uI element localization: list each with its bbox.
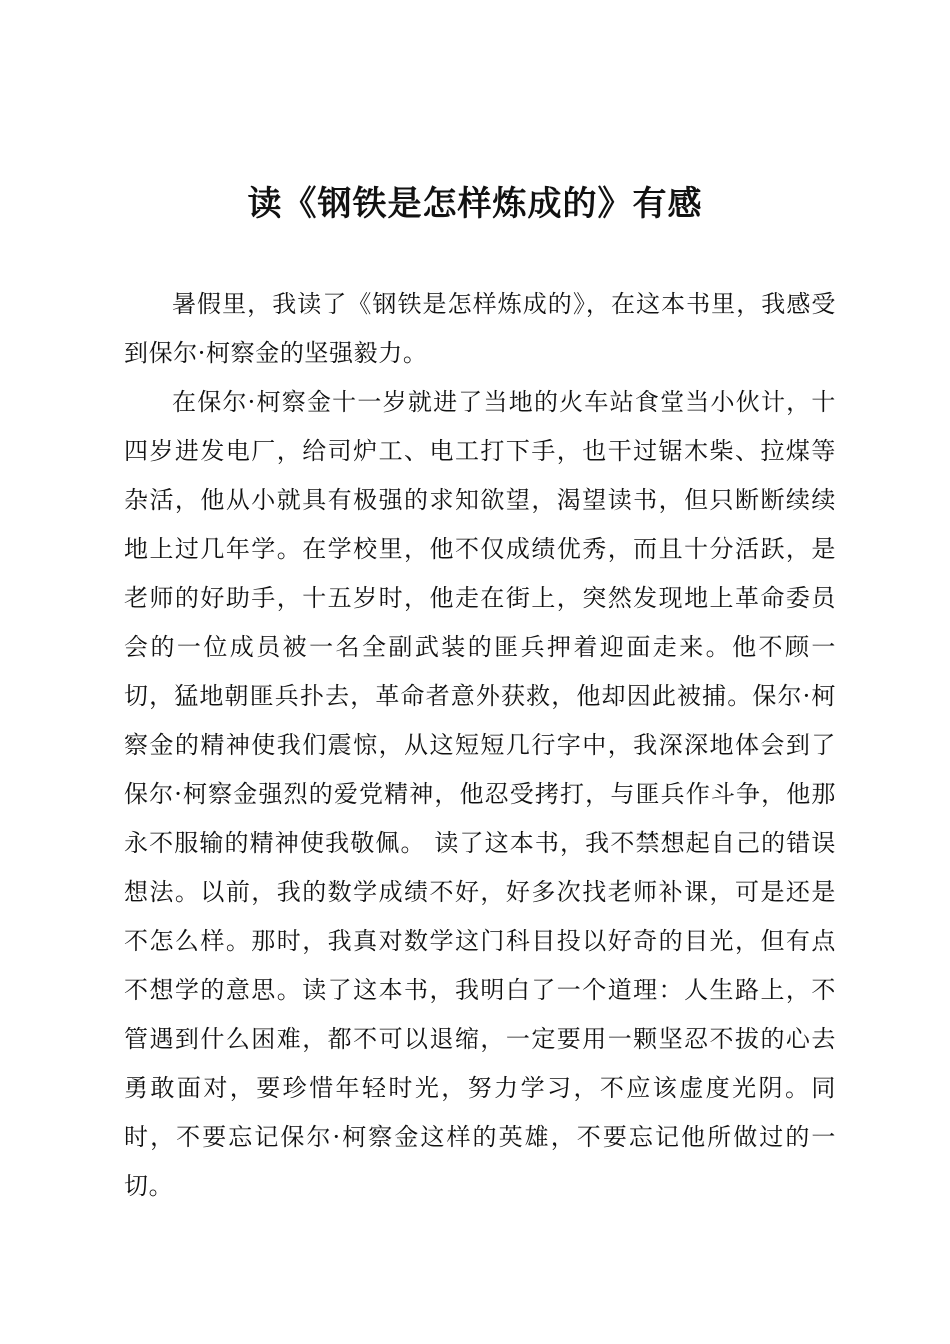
paragraph-2: 在保尔·柯察金十一岁就进了当地的火车站食堂当小伙计，十四岁进发电厂，给司炉工、电工打下手，也干过锯木柴、拉煤等杂活，他从小就具有极强的求知欲望，渴望读书，但只断断续续地上过几年学。在学校里，他不仅成绩优秀，而且十分活跃，是老师的好助手，十五岁时，他走在街上，突然发现地上革命委员会的一位成员被一名全副武装的匪兵押着迎面走来。他不顾一切，猛地朝匪兵扑去，革命者意外获救，他却因此被捕。保尔·柯察金的精神使我们震惊，从这短短几行字中，我深深地体会到了保尔·柯察金强烈的爱党精神，他忍受拷打，与匪兵作斗争，他那永不服输的精神使我敬佩。 读了这本书，我不禁想起自己的错误想法。以前，我的数学成绩不好，好多次找老师补课，可是还是不怎么样。那时，我真对数学这门科目投以好奇的目光，但有点不想学的意思。读了这本书，我明白了一个道理：人生路上，不管遇到什么困难，都不可以退缩，一定要用一颗坚忍不拔的心去勇敢面对，要珍惜年轻时光，努力学习，不应该虚度光阴。同时，不要忘记保尔·柯察金这样的英雄，不要忘记他所做过的一切。 (124, 388, 836, 1200)
paragraph-1: 暑假里，我读了《钢铁是怎样炼成的》，在这本书里，我感受到保尔·柯察金的坚强毅力。 (124, 290, 836, 367)
document-body (124, 280, 836, 1211)
document-title: 读《钢铁是怎样炼成的》有感 (247, 184, 703, 224)
